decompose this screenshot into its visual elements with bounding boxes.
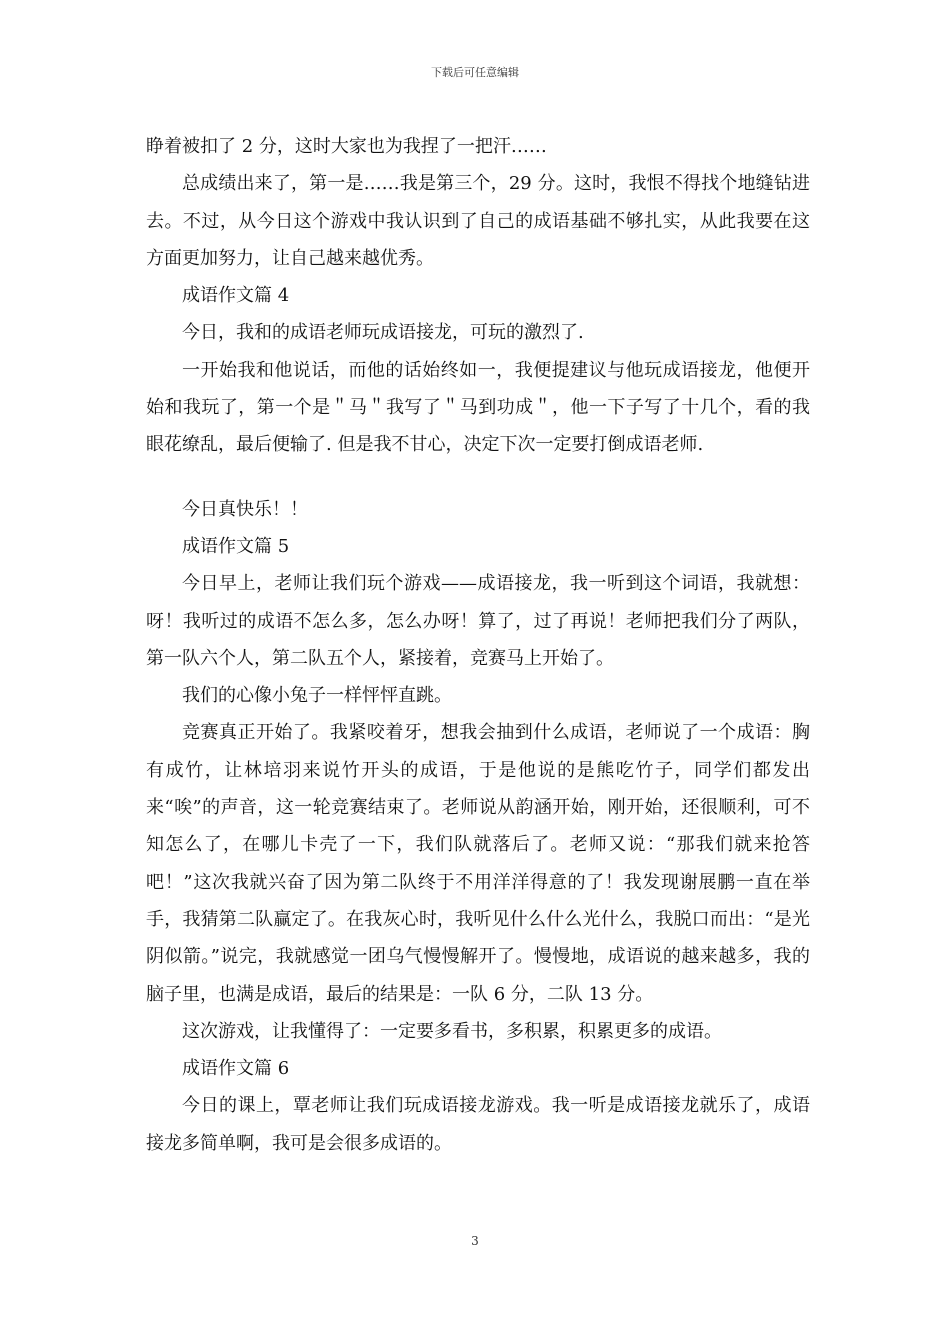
paragraph: 我们的心像小兔子一样怦怦直跳。 bbox=[182, 685, 452, 707]
paragraph: 竞赛真正开始了。我紧咬着牙，想我会抽到什么成语，老师说了一个成语：胸有成竹，让林培羽来说竹开头的成语，于是他说的是熊吃竹子，同学们都发出来“唉”的声音，这一轮竞赛结束了。老师说从韵涵开始，刚开始，还很顺利，可不知怎么了，在哪儿卡壳了一下，我们队就落后了。老师又说：“那我们就来抢答吧！”这次我就兴奋了因为第二队终于不用洋洋得意的了！我发现谢展鹏一直在举手，我猜第二队赢定了。在我灰心时，我听见什么什么光什么，我脱口而出：“是光阴似箭。”说完，我就感觉一团乌气慢慢解开了。慢慢地，成语说的越来越多，我的脑子里，也满是成语，最后的结果是：一队 6 分，二队 13 分。 bbox=[146, 722, 810, 1005]
paragraph: 今日真快乐！！ bbox=[182, 498, 308, 520]
paragraph: 今日的课上，覃老师让我们玩成语接龙游戏。我一听是成语接龙就乐了，成语接龙多简单啊，我可是会很多成语的。 bbox=[146, 1095, 810, 1154]
section-heading: 成语作文篇 4 bbox=[182, 285, 290, 307]
document-body bbox=[146, 128, 810, 1162]
page-number: 3 bbox=[471, 1234, 479, 1248]
page-header: 下载后可任意编辑 bbox=[431, 66, 519, 79]
section-heading: 成语作文篇 5 bbox=[182, 535, 290, 557]
paragraph: 一开始我和他说话，而他的话始终如一，我便提建议与他玩成语接龙，他便开始和我玩了，第一个是＂马＂我写了＂马到功成＂，他一下子写了十几个，看的我眼花缭乱，最后便输了. 但是我不甘心，决定下次一定要打倒成语老师. bbox=[146, 359, 810, 456]
paragraph: 总成绩出来了，第一是……我是第三个，29 分。这时，我恨不得找个地缝钻进去。不过，从今日这个游戏中我认识到了自己的成语基础不够扎实，从此我要在这方面更加努力，让自己越来越优秀。 bbox=[146, 173, 810, 269]
paragraph: 今日，我和的成语老师玩成语接龙，可玩的激烈了. bbox=[182, 322, 584, 344]
paragraph: 睁着被扣了 2 分，这时大家也为我捏了一把汗…… bbox=[146, 136, 547, 157]
blank-line bbox=[146, 464, 810, 491]
section-heading: 成语作文篇 6 bbox=[182, 1058, 290, 1080]
paragraph: 今日早上，老师让我们玩个游戏——成语接龙，我一听到这个词语，我就想：呀！我听过的成语不怎么多，怎么办呀！算了，过了再说！老师把我们分了两队，第一队六个人，第二队五个人，紧接着，竞赛马上开始了。 bbox=[146, 573, 810, 669]
paragraph: 这次游戏，让我懂得了：一定要多看书，多积累，积累更多的成语。 bbox=[182, 1020, 722, 1042]
